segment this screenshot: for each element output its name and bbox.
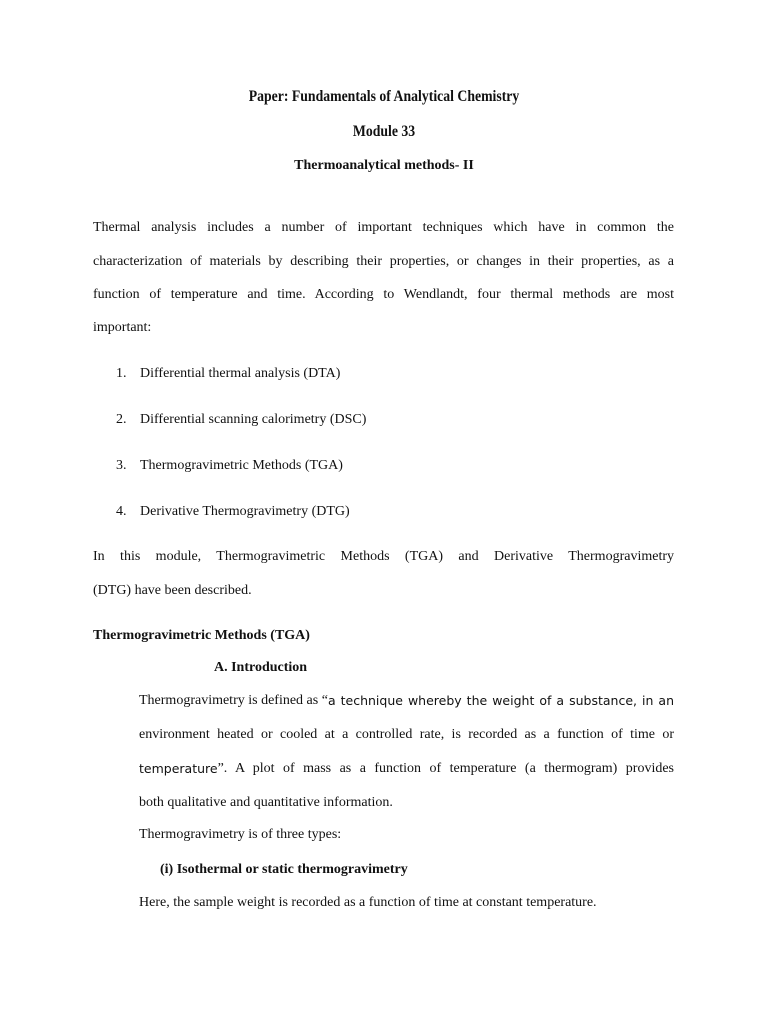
definition-text: Thermogravimetry is defined as “ [139, 693, 328, 708]
scope-line-1: In this module, Thermogravimetric Methods (TGA) and Derivative Thermogravimetry [93, 549, 674, 564]
intro-line-1: Thermal analysis includes a number of important techniques which have in common the [93, 220, 674, 235]
section-heading-tga: Thermogravimetric Methods (TGA) [93, 628, 310, 643]
list-item-text: Derivative Thermogravimetry (DTG) [140, 504, 350, 519]
definition-line-4: both qualitative and quantitative information. [139, 795, 393, 810]
definition-quote: temperature [139, 761, 218, 776]
list-item-text: Differential thermal analysis (DTA) [140, 366, 341, 381]
list-number: 3. [116, 458, 127, 473]
method-list-item [116, 366, 340, 382]
method-list-item [116, 412, 366, 428]
module-number: Module 33 [352, 123, 416, 140]
intro-line-2: characterization of materials by describing their properties, or changes in their properties, as a [93, 254, 674, 269]
method-list-item [116, 458, 343, 474]
scope-line-2: (DTG) have been described. [93, 583, 252, 598]
type-description-isothermal: Here, the sample weight is recorded as a function of time at constant temperature. [139, 895, 597, 910]
subsection-heading-introduction: A. Introduction [214, 660, 308, 675]
definition-line-1 [139, 693, 674, 709]
intro-line-3: function of temperature and time. According to Wendlandt, four thermal methods are most [93, 287, 674, 302]
topic-title: Thermoanalytical methods- II [294, 158, 474, 173]
definition-text: ”. A plot of mass as a function of temperature (a thermogram) provides [217, 761, 674, 776]
list-number: 1. [116, 366, 127, 381]
list-item-text: Thermogravimetric Methods (TGA) [140, 458, 343, 473]
paper-title: Paper: Fundamentals of Analytical Chemistry [248, 88, 520, 105]
list-number: 2. [116, 412, 127, 427]
list-item-text: Differential scanning calorimetry (DSC) [140, 412, 367, 427]
definition-line-3 [139, 761, 674, 777]
definition-line-2: environment heated or cooled at a controlled rate, is recorded as a function of time or [139, 727, 674, 742]
intro-line-4: important: [93, 320, 152, 335]
types-intro: Thermogravimetry is of three types: [139, 827, 342, 842]
method-list-item [116, 504, 350, 520]
list-number: 4. [116, 504, 127, 519]
type-heading-isothermal: (i) Isothermal or static thermogravimetry [160, 862, 408, 877]
definition-quote: a technique whereby the weight of a substance, in an [327, 693, 674, 708]
